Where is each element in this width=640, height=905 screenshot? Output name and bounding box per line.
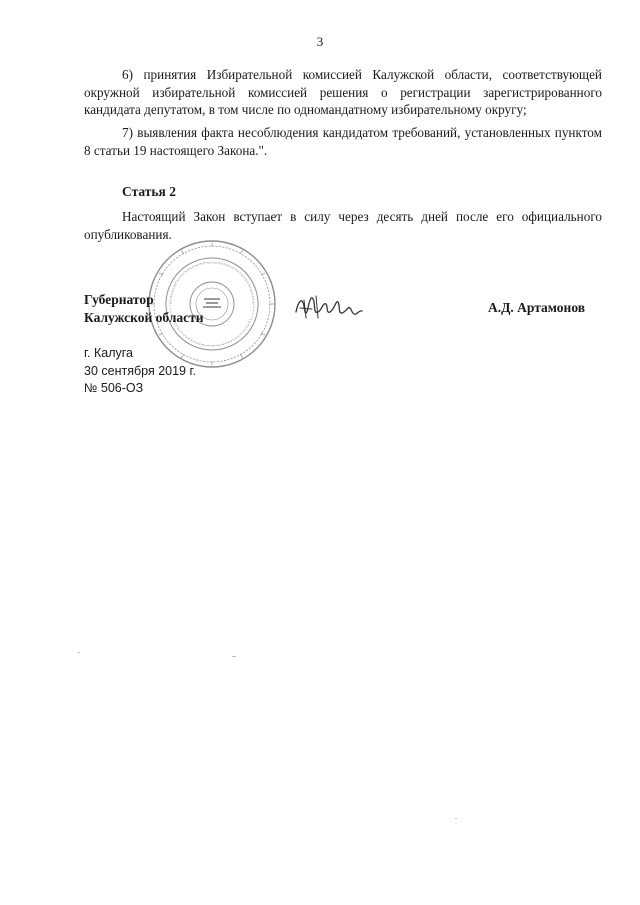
paragraph-item-7 bbox=[84, 124, 602, 159]
paragraph-item-7-text: 7) выявления факта несоблюдения кандидатом требований, установленных пунктом 8 статьи 19 настоящего Закона.". bbox=[84, 125, 602, 158]
city: г. Калуга bbox=[84, 346, 133, 360]
place-date-block bbox=[84, 345, 196, 398]
signatory-title-line-1: Губернатор bbox=[84, 292, 154, 307]
article-2-title: Статья 2 bbox=[122, 184, 176, 199]
signatory-name: А.Д. Артамонов bbox=[488, 300, 586, 315]
signatory-title-line-2: Калужской области bbox=[84, 310, 204, 325]
paragraph-item-6-text: 6) принятия Избирательной комиссией Калужской области, соответствующей окружной избирательной комиссией решения о регистрации зарегистрированного кандидата депутатом, в том числе по одномандатному избирательному округу; bbox=[84, 67, 602, 117]
page-number: 3 bbox=[316, 34, 324, 49]
scan-speck bbox=[78, 652, 80, 653]
signature-block bbox=[84, 291, 204, 327]
article-2-text: Настоящий Закон вступает в силу через десять дней после его официального опубликования. bbox=[84, 209, 602, 242]
date: 30 сентября 2019 г. bbox=[84, 363, 196, 378]
law-number: № 506-ОЗ bbox=[84, 381, 144, 395]
handwritten-signature-icon bbox=[292, 288, 364, 324]
paragraph-item-6 bbox=[84, 66, 602, 119]
scan-speck bbox=[455, 818, 457, 819]
scan-speck bbox=[232, 656, 236, 657]
